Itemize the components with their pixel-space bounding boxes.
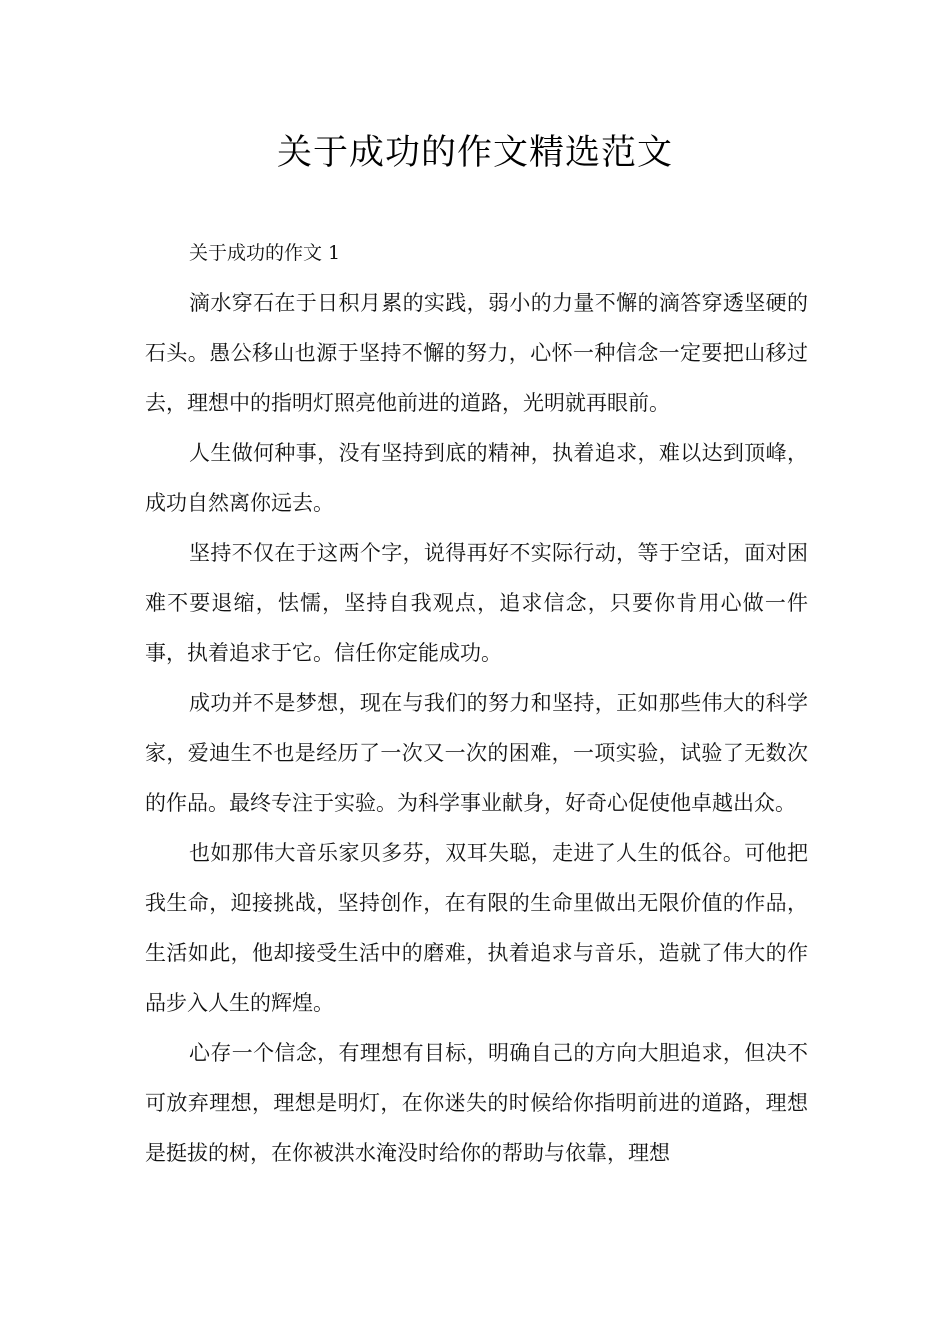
- paragraph-4: 成功并不是梦想，现在与我们的努力和坚持，正如那些伟大的科学家，爱迪生不也是经历了一次又一次的困难，一项实验，试验了无数次的作品。最终专注于实验。为科学事业献身，好奇心促使他卓越出众。: [145, 691, 808, 815]
- paragraph-5: 也如那伟大音乐家贝多芬，双耳失聪，走进了人生的低谷。可他把我生命，迎接挑战，坚持创作，在有限的生命里做出无限价值的作品，生活如此，他却接受生活中的磨难，执着追求与音乐，造就了伟大的作品步入人生的辉煌。: [145, 841, 808, 1015]
- paragraph-1: 滴水穿石在于日积月累的实践，弱小的力量不懈的滴答穿透坚硬的石头。愚公移山也源于坚持不懈的努力，心怀一种信念一定要把山移过去，理想中的指明灯照亮他前进的道路，光明就再眼前。: [145, 291, 808, 415]
- paragraph-6: 心存一个信念，有理想有目标，明确自己的方向大胆追求，但决不可放弃理想，理想是明灯，在你迷失的时候给你指明前进的道路，理想是挺拔的树，在你被洪水淹没时给你的帮助与依靠，理想: [145, 1041, 808, 1165]
- document-title: 关于成功的作文精选范文: [276, 133, 673, 173]
- paragraph-3: 坚持不仅在于这两个字，说得再好不实际行动，等于空话，面对困难不要退缩，怯懦，坚持自我观点，追求信念，只要你肯用心做一件事，执着追求于它。信任你定能成功。: [145, 541, 808, 665]
- paragraph-2: 人生做何种事，没有坚持到底的精神，执着追求，难以达到顶峰，成功自然离你远去。: [145, 441, 808, 515]
- document-body: [145, 232, 808, 1178]
- section-heading: 关于成功的作文 1: [189, 242, 341, 264]
